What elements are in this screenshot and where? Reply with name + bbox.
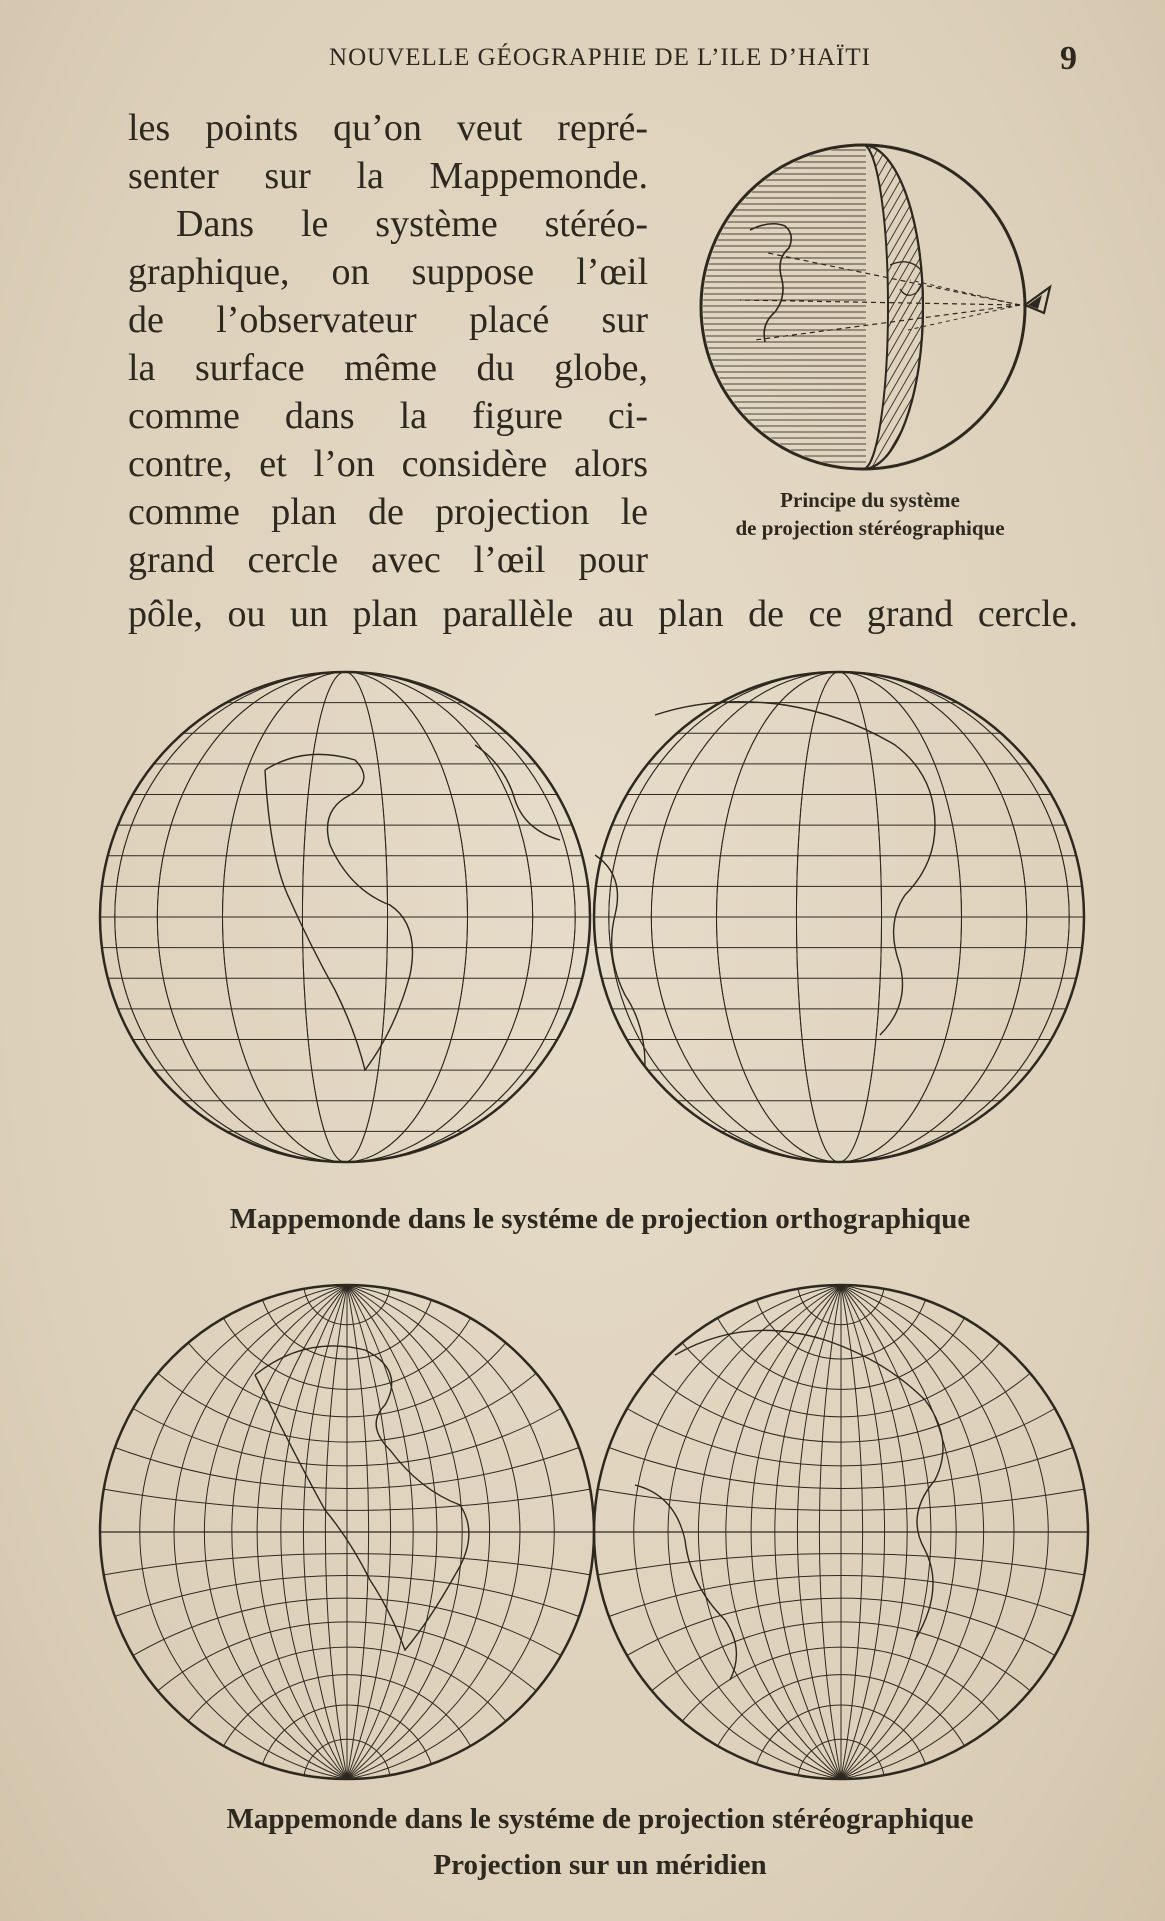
eye-icon <box>1025 287 1050 313</box>
figure1-caption <box>660 486 1080 542</box>
text-line: senter sur la Mappemonde. <box>128 155 648 197</box>
text-line: Dans le système stéréo- <box>176 203 648 245</box>
stereographic-principle-figure <box>680 135 1080 485</box>
orthographic-world-map <box>95 655 1095 1175</box>
text-line-full-width: pôle, ou un plan parallèle au plan de ce grand cercle. <box>128 593 1078 635</box>
text-line: graphique, on suppose l’œil <box>128 251 648 293</box>
western-hemisphere-globe <box>100 672 590 1162</box>
figure1-caption-line1: Principe du système <box>780 488 960 512</box>
coastline <box>655 702 935 1035</box>
text-line: la surface même du globe, <box>128 347 648 389</box>
western-hemisphere-globe-stereographic <box>100 1285 594 1779</box>
stereographic-world-map <box>95 1265 1095 1795</box>
figure2-caption: Mappemonde dans le systéme de projection orthographique <box>229 1203 971 1235</box>
text-line: grand cercle avec l’œil pour <box>128 539 648 581</box>
text-line: contre, et l’on considère alors <box>128 443 648 485</box>
page-number: 9 <box>1060 40 1077 77</box>
figure1-caption-line2: de projection stéréographique <box>735 516 1005 540</box>
figure3-caption-line1: Mappemonde dans le systéme de projection stéréographique <box>226 1803 974 1835</box>
text-line: comme dans la figure ci- <box>128 395 648 437</box>
eastern-hemisphere-globe <box>594 672 1084 1162</box>
body-paragraph <box>128 104 648 584</box>
figure3-caption <box>120 1796 1080 1888</box>
coastline <box>475 745 560 840</box>
running-head: NOUVELLE GÉOGRAPHIE DE L’ILE D’HAÏTI <box>329 44 871 71</box>
coastline <box>265 754 413 1070</box>
figure3-caption-line2: Projection sur un méridien <box>433 1849 767 1881</box>
text-line: comme plan de projection le <box>128 491 648 533</box>
text-line: de l’observateur placé sur <box>128 299 648 341</box>
text-line: les points qu’on veut repré- <box>128 107 648 149</box>
coastline <box>635 1485 736 1680</box>
eastern-hemisphere-globe-stereographic <box>594 1285 1088 1779</box>
